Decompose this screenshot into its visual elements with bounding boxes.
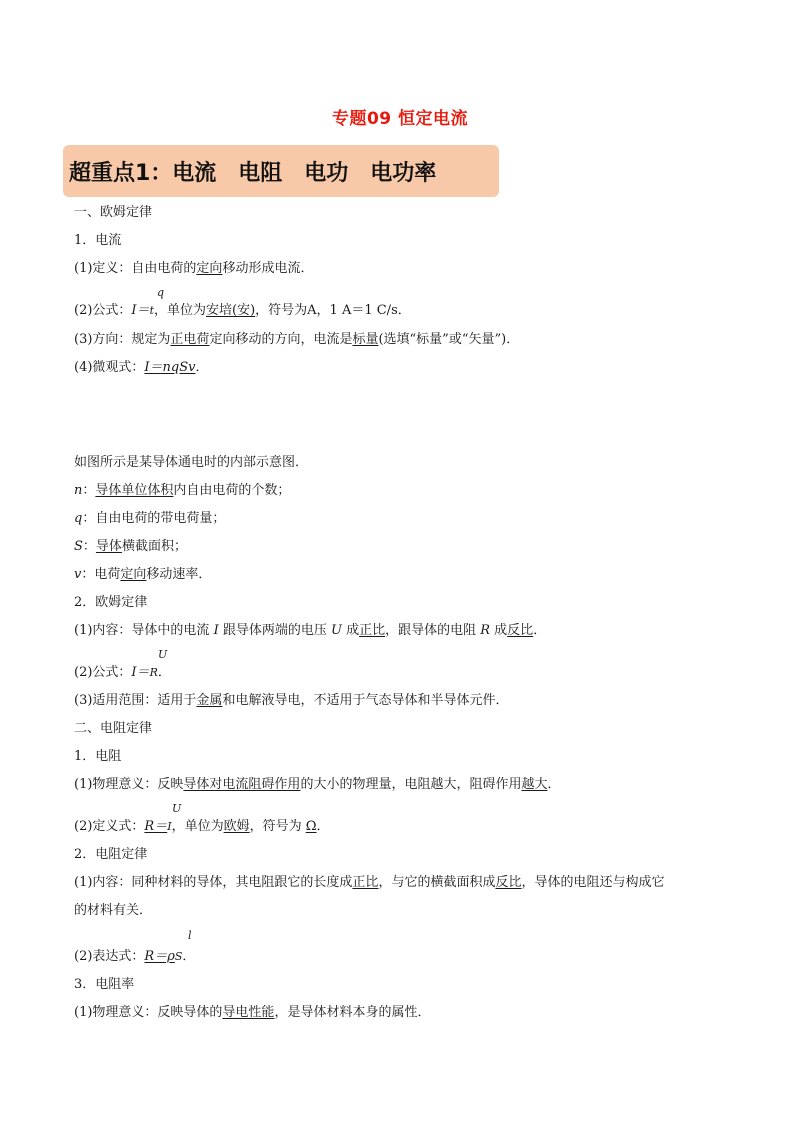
micro-formula: (4)微观式：I＝nqSv． (74, 360, 209, 375)
variable-v: v：电荷定向移动速率． (74, 567, 212, 582)
resistance-formula-numerator: U (172, 802, 182, 815)
resistance-law-content: (1)内容：同种材料的导体，其电阻跟它的长度成正比，与它的横截面积成反比，导体的电阻还与构成它 (74, 875, 665, 890)
current-direction: (3)方向：规定为正电荷定向移动的方向，电流是标量(选填“标量”或“矢量”)． (74, 332, 520, 347)
resistance-definition: (2)定义式：R＝I，单位为欧姆，符号为 Ω． (74, 819, 330, 834)
ohms-formula-numerator: U (158, 648, 168, 661)
section-banner (63, 145, 499, 197)
document-title: 专题09 恒定电流 (331, 109, 469, 129)
ohms-law-formula: (2)公式：I＝R． (74, 665, 171, 680)
subheading-resistance: 1．电阻 (74, 749, 122, 764)
figure-description: 如图所示是某导体通电时的内部示意图． (74, 455, 309, 470)
resistivity-meaning: (1)物理意义：反映导体的导电性能，是导体材料本身的属性． (74, 1005, 431, 1020)
section-heading: 超重点1：电流 电阻 电功 电功率 (69, 161, 437, 186)
ohms-law-content: (1)内容：导体中的电流 I 跟导体两端的电压 U 成正比，跟导体的电阻 R 成反比． (74, 623, 547, 638)
variable-s: S：导体横截面积； (74, 539, 187, 554)
ohms-law-scope: (3)适用范围：适用于金属和电解液导电，不适用于气态导体和半导体元件． (74, 693, 509, 708)
subheading-resistivity: 3．电阻率 (74, 977, 135, 992)
resistance-law-content-cont: 的材料有关． (74, 903, 153, 918)
heading-resistance-law: 二、电阻定律 (74, 721, 153, 736)
heading-ohms-law: 一、欧姆定律 (74, 205, 153, 220)
subheading-ohms-law: 2．欧姆定律 (74, 595, 148, 610)
current-definition: (1)定义：自由电荷的定向移动形成电流． (74, 261, 314, 276)
variable-q: q：自由电荷的带电荷量； (74, 511, 226, 526)
resistance-expression-numerator: l (188, 929, 192, 942)
subheading-current: 1．电流 (74, 233, 122, 248)
variable-n: n：导体单位体积内自由电荷的个数； (74, 483, 291, 498)
current-formula: (2)公式：I＝t，单位为安培(安)，符号为A，1 A＝1 C/s． (74, 303, 411, 318)
resistance-expression: (2)表达式：R＝ρS． (74, 949, 196, 964)
resistance-meaning: (1)物理意义：反映导体对电流阻碍作用的大小的物理量，电阻越大，阻碍作用越大． (74, 777, 561, 792)
current-formula-numerator: q (157, 286, 165, 299)
subheading-resistance-law: 2．电阻定律 (74, 847, 148, 862)
